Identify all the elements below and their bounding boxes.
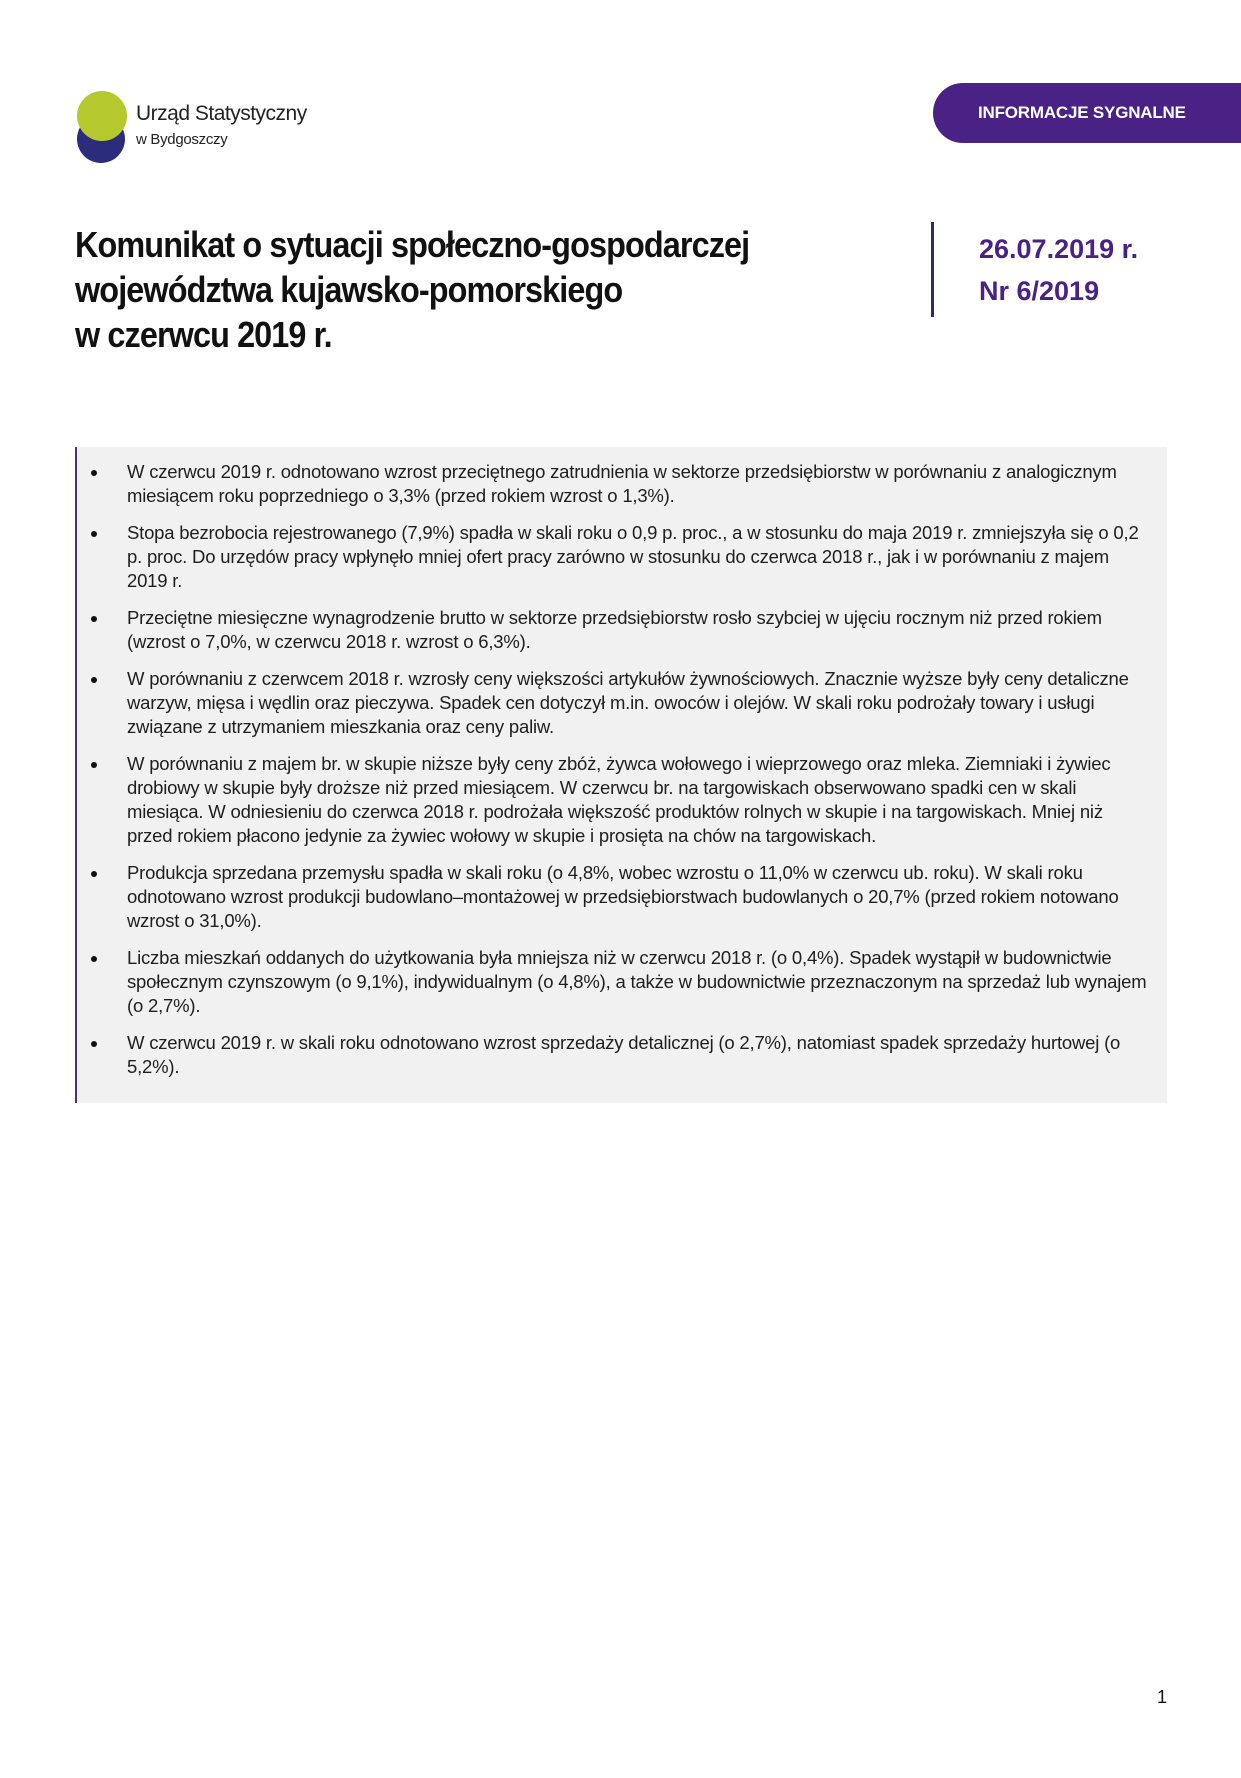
list-item-text: Przeciętne miesięczne wynagrodzenie brutto w sektorze przedsiębiorstw rosło szybciej w ujęciu rocznym niż przed rokiem (wzrost o 7,0%, w czerwcu 2018 r. wzrost o 6,3%). (127, 607, 1102, 652)
list-item-text: Stopa bezrobocia rejestrowanego (7,9%) spadła w skali roku o 0,9 p. proc., a w stosunku do maja 2019 r. zmniejszyła się o 0,2 p. proc. Do urzędów pracy wpłynęło mniej ofert pracy zarówno w stosunku do czerwca 2018 r., jak i w porównaniu z majem 2019 r. (127, 522, 1139, 591)
list-item-text: Produkcja sprzedana przemysłu spadła w skali roku (o 4,8%, wobec wzrostu o 11,0% w czerwcu ub. roku). W skali roku odnotowano wzrost produkcji budowlano–montażowej w przedsiębiorstwach budowlanych o 20,7% (przed rokiem notowano wzrost o 31,0%). (127, 862, 1119, 931)
list-item (77, 460, 1147, 508)
list-item-text: W porównaniu z czerwcem 2018 r. wzrosły ceny większości artykułów żywnościowych. Znacznie wyższe były ceny detaliczne warzyw, mięsa i wędlin oraz pieczywa. Spadek cen dotyczył m.in. owoców i olejów. W skali roku podrożały towary i usługi związane z utrzymaniem mieszkania oraz ceny paliw. (127, 668, 1129, 737)
list-item (77, 606, 1147, 654)
institution-logo (76, 90, 316, 165)
bullet-icon (91, 871, 97, 877)
list-item (77, 521, 1147, 593)
publication-date: 26.07.2019 r. (979, 234, 1139, 264)
bullet-icon (91, 470, 97, 476)
list-item (77, 752, 1147, 848)
bullet-icon (91, 1041, 97, 1047)
list-item (77, 861, 1147, 933)
logo-mark-icon (76, 90, 128, 165)
bullet-icon (91, 531, 97, 537)
list-item (77, 946, 1147, 1018)
title-line: województwa kujawsko-pomorskiego (75, 269, 623, 310)
meta-divider (931, 222, 934, 317)
publication-type-tag: INFORMACJE SYGNALNE (933, 83, 1241, 143)
list-item (77, 667, 1147, 739)
logo-city: w Bydgoszczy (136, 131, 228, 148)
publication-meta (979, 228, 1138, 312)
list-item-text: W czerwcu 2019 r. w skali roku odnotowano wzrost sprzedaży detalicznej (o 2,7%), natomiast spadek sprzedaży hurtowej (o 5,2%). (127, 1032, 1121, 1077)
publication-number: Nr 6/2019 (979, 276, 1100, 306)
title-line: w czerwcu 2019 r. (75, 314, 332, 355)
bullet-icon (91, 616, 97, 622)
page-title (75, 222, 795, 357)
list-item (77, 1031, 1147, 1079)
list-item-text: W czerwcu 2019 r. odnotowano wzrost przeciętnego zatrudnienia w sektorze przedsiębiorstw w porównaniu z analogicznym miesiącem roku poprzedniego o 3,3% (przed rokiem wzrost o 1,3%). (127, 461, 1117, 506)
title-line: Komunikat o sytuacji społeczno-gospodarczej (75, 224, 750, 265)
bullet-icon (91, 762, 97, 768)
logo-circle-green (77, 91, 127, 141)
bullet-icon (91, 956, 97, 962)
list-item-text: Liczba mieszkań oddanych do użytkowania była mniejsza niż w czerwcu 2018 r. (o 0,4%). Spadek wystąpił w budownictwie społecznym czynszowym (o 9,1%), indywidualnym (o 4,8%), a także w budownictwie przeznaczonym na sprzedaż lub wynajem (o 2,7%). (127, 947, 1147, 1016)
key-findings-box (75, 447, 1167, 1103)
key-findings-list (77, 460, 1147, 1079)
logo-name: Urząd Statystyczny (136, 102, 307, 125)
bullet-icon (91, 677, 97, 683)
list-item-text: W porównaniu z majem br. w skupie niższe były ceny zbóż, żywca wołowego i wieprzowego oraz mleka. Ziemniaki i żywiec drobiowy w skupie były droższe niż przed miesiącem. W czerwcu br. na targowiskach obserwowano spadki cen w skali miesiąca. W odniesieniu do czerwca 2018 r. podrożała większość produktów rolnych w skupie i na targowiskach. Mniej niż przed rokiem płacono jedynie za żywiec wołowy w skupie i prosięta na chów na targowiskach. (127, 753, 1111, 846)
page-number: 1 (1157, 1687, 1168, 1707)
